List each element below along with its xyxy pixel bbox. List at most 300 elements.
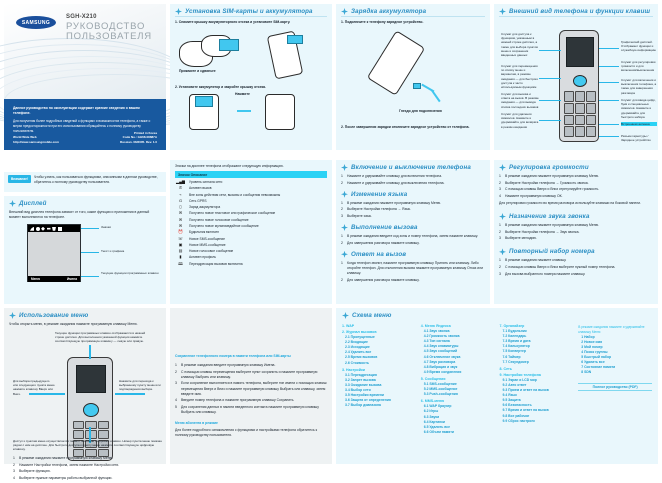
menu-item[interactable]: 9.2 Авто ответ <box>502 382 527 387</box>
message-icon <box>41 227 45 231</box>
menu-item[interactable]: 4.6 Отключение звука <box>423 354 461 359</box>
active-call-icon: ✆ <box>178 185 183 191</box>
menu-item[interactable]: 9.1 Экран и LCD мир <box>502 377 537 382</box>
key <box>73 421 84 429</box>
pointer-line <box>599 82 619 83</box>
call-forward-icon: 🕮 <box>178 260 183 266</box>
menu-group[interactable]: 5. Сообщения <box>420 376 446 381</box>
menu-group[interactable]: 7. Органайзер <box>499 324 525 328</box>
gprs-icon: G <box>178 197 183 203</box>
step-item: 1 В режиме ожидания нажмите клавишу. <box>499 258 567 263</box>
menu-group[interactable]: 6. MMS-меню <box>420 399 445 404</box>
advanced-operations-panel <box>494 160 658 304</box>
step-item: 1 В режиме ожидания введите программную клавишу Имена. <box>175 363 276 368</box>
key <box>564 115 574 126</box>
menu-item[interactable]: 6.2 Игры <box>423 409 439 414</box>
diamond-bullet-icon <box>9 200 16 207</box>
icon-row: 🕮 Переадресация вызовов включена <box>175 262 327 267</box>
diamond-bullet-icon <box>9 312 16 319</box>
icon-row: ☏ Новое SMS-сообщение <box>175 237 327 242</box>
step-item: 3 С помощью клавиш Вверх и Вниз отрегулируйте громкость. <box>499 187 600 192</box>
menu-usage-panel <box>4 308 166 480</box>
charging-illustration <box>341 25 485 125</box>
navigation-key <box>573 75 587 87</box>
sim-install-panel <box>170 4 332 150</box>
power-heading <box>341 164 485 171</box>
keypad-diagram <box>9 327 162 480</box>
callout-antenna: Встроенная антенна <box>621 122 657 126</box>
menu-item[interactable]: 7.4 Калькулятор <box>502 344 530 349</box>
diamond-bullet-icon <box>341 8 348 15</box>
callout-keypad: Служит для ввода цифр, букв и специальных символов. Нажмите и удерживайте для быстрого набора <box>621 98 656 119</box>
key <box>98 421 109 429</box>
menu-map-footer: Полное руководство (PDF) <box>578 383 652 391</box>
step-item: 3 Выберите функцию. <box>13 469 51 474</box>
callout-softkeys: Текущие функции программных клавиш <box>101 271 159 276</box>
call-heading <box>341 224 485 231</box>
menu-item[interactable]: 3.6 Защита от определения <box>345 398 391 403</box>
menu-item[interactable]: 7 Состояние памяти <box>581 365 616 370</box>
step-item: 3 Если сохранение выполняется в память телефона, выберите тип имени с помощью клавиш перемещения Вверх и Вниз и нажмите программную клавишу Выбрать или клавишу, затем введите имя. <box>175 381 327 396</box>
diamond-bullet-icon <box>341 164 348 171</box>
language-heading <box>341 191 485 198</box>
icon-row: ⏰ Будильник включен <box>175 230 327 235</box>
icons-table <box>175 180 327 266</box>
language-steps <box>341 201 485 219</box>
charge-step-1: 1. Подключите к телефону зарядное устройство. <box>341 20 424 24</box>
menu-column-note: В режиме ожидания нажмите и удерживайте клавишу Меню <box>578 325 645 334</box>
battery-icon <box>58 227 62 231</box>
answer-title: Ответ на вызов <box>351 250 407 258</box>
phone-screen <box>76 365 106 393</box>
pointer-line <box>599 100 619 101</box>
step-item: 4 Выберите нужные параметры работы выбранной функции. <box>13 475 113 480</box>
code-number: Code No.: GH68-08887A <box>122 135 157 139</box>
icon-row: ✉ Получено новое мультимедийное сообщение <box>175 224 327 229</box>
menu-item[interactable]: 3.7 Выбор диапазона <box>345 403 381 408</box>
phone-illustration <box>265 94 295 130</box>
menu-item[interactable]: 2.1 Пропущенные <box>345 335 375 339</box>
lcd-content-area <box>28 232 80 276</box>
step-item: 3 Выберите язык. <box>341 213 372 218</box>
diamond-bullet-icon <box>175 8 182 15</box>
step-item: 2 Выберите Настройки телефона → Громкость звонка. <box>499 180 589 185</box>
menu-item[interactable]: 9.6 Безопасность <box>502 403 532 408</box>
redial-steps <box>499 258 653 276</box>
menu-item[interactable]: 6 Удалить все <box>581 360 605 365</box>
menu-column-3 <box>500 322 574 435</box>
pointer-line <box>89 345 91 359</box>
key <box>98 430 109 438</box>
keypad-bottom-note: Доступ к пунктам меню осуществляется также с помощью цифровых клавиш. Номер пункта меню показан рядом с ним на дисплее. Для быстрого доступа к пункту меню нажмите соответствующую цифровую клавишу. <box>13 439 162 452</box>
menu-item[interactable]: 2 Новое имя <box>581 339 603 344</box>
diamond-bullet-icon <box>341 191 348 198</box>
brand-label: SAMSUNG <box>21 19 51 26</box>
menu-item[interactable]: 6.5 Удалить все <box>423 424 451 429</box>
language-title: Изменение языка <box>351 190 408 198</box>
sms-icon: ☏ <box>177 235 183 241</box>
contacts-panel <box>170 308 332 464</box>
icon-row: ✉ Получено новое текстовое или графическое сообщение <box>175 211 327 216</box>
step-item: 1 Нажмите и удерживайте клавишу для включения телефона. <box>341 174 443 178</box>
display-panel <box>4 196 166 304</box>
redial-heading <box>499 248 653 255</box>
lcd-illustration <box>9 224 161 286</box>
icon-row: ▤ Новое голосовое сообщение <box>175 249 327 254</box>
menu-item[interactable]: 9.4 Язык <box>502 393 517 398</box>
cable-line <box>431 90 440 102</box>
menu-map-title: Схема меню <box>352 312 392 319</box>
menu-item[interactable]: 5.1 SMS-сообщение <box>423 381 457 386</box>
signal-strength-icon: ▂▄▆ <box>176 179 185 185</box>
display-heading <box>9 200 161 207</box>
contacts-footer-title: Меню абонента в режиме <box>175 421 218 426</box>
step-item: 4 Нажмите программную клавишу ОК. <box>499 193 563 198</box>
icon-row: G Сеть GPRS <box>175 199 327 204</box>
key <box>73 430 84 438</box>
key <box>575 91 585 102</box>
menu-item[interactable]: 4.9 Время соединения <box>423 369 462 374</box>
model-number: SGH-X210 <box>66 14 97 20</box>
menu-column-2 <box>421 322 495 435</box>
phone-overview-heading <box>499 8 653 17</box>
sim-step-1: 1. Снимите крышку аккумуляторного отсека и установите SIM-карту. <box>175 20 291 24</box>
menu-item[interactable]: 4 Поиск группы <box>581 349 608 354</box>
key <box>586 115 596 126</box>
status-icons-panel <box>170 160 332 304</box>
menu-item[interactable]: 3.3 Ожидание вызова <box>345 382 382 387</box>
cover-notice-lead: Данное руководство по эксплуатации содержит краткие сведения о вашем телефоне. <box>13 106 140 116</box>
network-icon <box>36 227 40 231</box>
step-item: 2 Нажмите и удерживайте клавишу для выключения телефона. <box>341 180 445 185</box>
signal-icon <box>30 227 34 231</box>
volume-steps <box>499 174 653 199</box>
step-item: 1 В режиме ожидания нажмите программную клавишу Меню. <box>499 174 600 178</box>
menu-group[interactable]: 1. WAP <box>342 324 355 328</box>
menu-item[interactable]: 5.3 Push-сообщения <box>423 392 458 397</box>
navigation-key <box>83 403 99 417</box>
menu-item[interactable]: 6.1 WAP браузер <box>423 404 452 409</box>
redial-title: Повторный набор номера <box>509 248 595 256</box>
step-item: 1 В режиме ожидания нажмите программную клавишу Меню. <box>499 223 600 228</box>
step-item: 5 Для сохранения данных в памяти введенного контакта нажмите программную клавишу Выбрать или клавишу. <box>175 404 319 414</box>
menu-item[interactable]: 4.3 Тип сигнала <box>423 339 450 344</box>
pointer-line <box>539 120 561 121</box>
sim-illustration-1 <box>175 25 327 83</box>
menu-usage-steps <box>13 456 163 482</box>
phone-lcd <box>27 224 81 282</box>
cover-notice-block <box>4 99 166 150</box>
cover-title-line1: РУКОВОДСТВО <box>66 21 146 32</box>
phone-keys-diagram <box>499 20 657 148</box>
menu-item[interactable]: 5.2 MMS-сообщение <box>423 387 458 392</box>
step-item: 2 Для завершения разговора нажмите клавишу. <box>341 277 420 282</box>
step-item: 2 Для завершения разговора нажмите клавишу. <box>341 240 420 245</box>
power-title: Включение и выключение телефона <box>351 164 471 171</box>
power-steps <box>341 174 485 186</box>
battery-pack <box>195 96 213 107</box>
icon-row: ▣ Новое MMS-сообщение <box>175 243 327 248</box>
menu-column-1 <box>342 322 416 435</box>
pointer-line <box>115 393 145 395</box>
profile-icon <box>52 227 56 231</box>
numeric-keypad <box>564 91 596 137</box>
menu-item[interactable]: 2.4 Удалить все <box>345 350 372 355</box>
leader-line <box>81 276 99 277</box>
cover-artwork <box>4 4 166 99</box>
menu-item[interactable]: 2.3 Исходящие <box>345 345 370 350</box>
cover-title-line2: ПОЛЬЗОВАТЕЛЯ <box>66 31 152 43</box>
diamond-bullet-icon <box>499 8 506 15</box>
keypad-top-note: Текущие функции программных клавиш отображаются в нижней строке дисплея. Для выполнения указанной функции нажмите соответствующую программную клавишу — левую или правую. <box>55 331 146 344</box>
note-tag: Внимание! <box>8 175 31 183</box>
volume-heading <box>499 164 653 171</box>
insert-arrow-icon <box>225 45 237 47</box>
menu-item[interactable]: 2.5 Время вызовов <box>345 355 378 360</box>
callout-power-key: Служит для включения и выключения телефона, а также для завершения разговора <box>621 78 657 95</box>
menu-item[interactable]: 4.8 Вибрация и звук <box>423 364 458 369</box>
diamond-bullet-icon <box>499 248 506 255</box>
key <box>586 126 596 137</box>
new-mms-icon: ✉ <box>178 222 183 228</box>
charging-heading <box>341 8 485 17</box>
samsung-logo <box>16 16 56 29</box>
callout-navigation: Служат для перемещения по списку меню и вариантам, в режиме ожидания — для быстрого доступа к часто используемым функциям <box>501 64 539 89</box>
pointer-line <box>539 100 561 101</box>
menu-item[interactable]: 5 Быстрый набор <box>581 355 612 360</box>
diamond-bullet-icon <box>342 312 349 319</box>
callout-volume-keys: Служат для регулировки громкости и для включения/выключения <box>621 60 656 73</box>
callout-send-key: Служит для вызова и ответа на вызов. В режиме ожидания — для вывода списка последних вызовов <box>501 92 539 109</box>
key <box>575 126 585 137</box>
direction-arrow-icon <box>237 110 251 112</box>
cover-panel <box>4 4 166 150</box>
sim-step-2: 2. Установите аккумулятор и закройте крышку отсека. <box>175 85 267 90</box>
menu-usage-heading <box>9 312 161 319</box>
step-item: 2 С помощью клавиш перемещения выберите пункт сохранить и нажмите программную клавишу Выбрать или клавишу. <box>175 369 318 379</box>
key <box>564 103 574 114</box>
diamond-bullet-icon <box>499 164 506 171</box>
cover-notice-body: Для получения более подробных сведений о функциях и возможностях телефона, а также о мерах предосторожности при его использовании обращайтесь к полному руководству пользователя. <box>13 119 151 134</box>
menu-item[interactable]: 7.3 Время и дата <box>502 339 531 344</box>
pointer-line <box>599 48 619 49</box>
alarm-icon <box>47 227 51 231</box>
no-service-icon: ⌁ <box>179 191 182 197</box>
icons-table-header: Значок Описание <box>175 171 327 178</box>
revision: Russian. 08/2005. Rev. 1.0 <box>120 139 157 144</box>
menu-item[interactable]: 8 SDN <box>581 370 592 375</box>
voicemail-icon: ▤ <box>178 248 183 254</box>
menu-item[interactable]: 3.4 Выбор сети <box>345 387 371 392</box>
menu-item[interactable]: 9.9 Сброс настроек <box>502 418 535 423</box>
menu-item[interactable]: 6.3 Звуки <box>423 414 440 419</box>
sim-heading <box>175 8 327 17</box>
menu-item[interactable]: 1 Набор <box>581 334 595 339</box>
battery-level-icon: ▯ <box>179 204 182 210</box>
menu-group[interactable]: 9. Настройки телефона <box>499 372 541 377</box>
icon-row: ▮ Активен профиль <box>175 255 327 260</box>
menu-item[interactable]: 3.1 Переадресация <box>345 372 377 377</box>
key <box>564 126 574 137</box>
diamond-bullet-icon <box>341 251 348 258</box>
menu-item[interactable]: 2.6 Стоимость <box>345 360 369 365</box>
callout-clear-key: Служит для удаления символов. Нажмите и удерживайте для возврата в режим ожидания <box>501 112 539 129</box>
pointer-line <box>599 66 619 67</box>
sim-illustration-2 <box>175 90 327 134</box>
answer-heading <box>341 251 485 258</box>
pointer-line <box>599 124 619 125</box>
menu-item[interactable]: 9.8 Все рабочие <box>502 413 530 418</box>
charging-panel <box>336 4 490 150</box>
display-intro: Внешний вид дисплея телефона зависит от того, какие функции и приложения в данный момент выполняются на телефоне. <box>9 210 150 220</box>
charger-connector <box>413 83 421 89</box>
icons-intro: Значки на дисплее телефона отображают следующую информацию. <box>175 164 284 168</box>
icon-row: ✉ Получено новое голосовое сообщение <box>175 218 327 223</box>
step-item: 3 Для вызова выбранного номера нажмите клавишу. <box>499 271 586 276</box>
sim-title: Установка SIM-карты и аккумулятора <box>185 8 313 15</box>
call-steps <box>341 234 485 246</box>
menu-item[interactable]: 3.5 Настройки времени <box>345 393 385 398</box>
volume-footer: Для регулировки громкости во время разговора используйте клавиши на боковой панели. <box>499 200 641 205</box>
menu-group[interactable]: 8. Сеть <box>499 366 513 371</box>
key <box>85 421 96 429</box>
phone-overview-panel <box>494 4 658 150</box>
menu-map-panel <box>336 308 658 464</box>
phone-screen <box>566 37 594 67</box>
step-item: 1 В режиме ожидания нажмите программную клавишу Меню. <box>341 200 442 205</box>
phone-outline <box>559 30 599 142</box>
step-item: 1 В режиме ожидания введите код зоны и номер телефона, затем нажмите клавишу. <box>341 234 479 239</box>
diamond-bullet-icon <box>499 213 506 220</box>
cover-footer-right <box>120 131 157 145</box>
callout-text-graphics: Текст и графика <box>101 249 125 254</box>
profile-active-icon: ▮ <box>179 254 182 260</box>
menu-item[interactable]: 7.5 Конвертер <box>502 349 526 354</box>
key <box>586 103 596 114</box>
callout-icons: Значки <box>101 225 111 230</box>
menu-item[interactable]: 9.5 Защита <box>502 398 521 403</box>
menu-item[interactable]: 4.7 Звук разговора <box>423 359 456 364</box>
menu-group[interactable]: 2. Журнал вызовов <box>342 330 377 334</box>
note-box <box>4 172 166 192</box>
basic-operations-panel <box>336 160 490 304</box>
step-item: 2 Выберите Настройки телефона → Звук звонка. <box>499 229 580 234</box>
step-item: 2 С помощью клавиш Вверх и Вниз выберите нужный номер телефона. <box>499 264 616 269</box>
menu-group[interactable]: 3. Настройки <box>342 367 365 372</box>
step-item: 1 В режиме ожидания нажмите программную клавишу Меню. <box>13 456 114 461</box>
menu-column-4 <box>578 322 652 435</box>
callout-right-select: Нажмите для перехода к выбранному пункту меню или подтверждения выбора. <box>119 379 161 392</box>
menu-usage-title: Использование меню <box>19 312 89 319</box>
ringtone-steps <box>499 223 653 241</box>
phone-overview-title: Внешний вид телефона и функции клавиш <box>509 8 651 15</box>
pointer-line <box>599 136 619 137</box>
answer-steps <box>341 261 485 283</box>
step-item: 2 Нажмите Настройки телефона, затем нажмите Настройки сети. <box>13 462 120 467</box>
sim-slot-highlight <box>287 35 303 44</box>
new-text-message-icon: ✉ <box>178 210 183 216</box>
key <box>85 430 96 438</box>
menu-group[interactable]: 4. Меню Яндекса <box>420 324 451 328</box>
web-url: http://www.samsungmobile.com <box>13 139 59 144</box>
menu-item[interactable]: 4.1 Звук звонка <box>423 329 450 333</box>
web-label: World Wide Web <box>13 135 37 139</box>
menu-item[interactable]: 7.7 Секундомер <box>502 359 529 364</box>
charging-title: Зарядка аккумулятора <box>351 8 427 15</box>
cover-footer-left <box>13 135 59 144</box>
contacts-steps <box>175 363 327 415</box>
sim-caption-1: Прижмите и сдвиньте <box>179 69 216 74</box>
mms-icon: ▣ <box>178 241 183 247</box>
icon-row: ▯ Заряд аккумулятора <box>175 205 327 210</box>
callout-display: Графический дисплей. Отображает функции и служебную информацию <box>621 40 656 53</box>
menu-item[interactable]: 7.6 Таймер <box>502 354 521 359</box>
menu-item[interactable]: 3.2 Запрет вызова <box>345 377 376 382</box>
leader-line <box>81 252 99 253</box>
call-title: Выполнение вызова <box>351 224 418 232</box>
charge-caption-1: Гнездо для подключения <box>399 109 442 114</box>
step-item: 2 Выберите Настройки телефона → Язык. <box>341 207 411 212</box>
new-voice-message-icon: ✉ <box>178 216 183 222</box>
key <box>575 115 585 126</box>
menu-map-columns <box>342 322 652 435</box>
printed-in: Printed in Korea <box>133 130 157 135</box>
ringtone-heading <box>499 213 653 220</box>
softkey-right-label: Имена <box>66 277 77 282</box>
menu-map-heading <box>342 312 652 319</box>
step-item: 1 Когда телефон звонит, нажмите программную клавишу Принять или клавишу. Либо откройте телефон. Для отклонения вызова нажмите программную клавишу Отказ или клавишу. <box>341 260 484 275</box>
contacts-title: Сохранение телефонного номера в памяти телефона или SIM-карты <box>175 354 291 358</box>
menu-item[interactable]: 7.1 Будильник <box>502 329 527 333</box>
pointer-line <box>539 78 561 79</box>
display-title: Дисплей <box>19 200 47 207</box>
charge-step-2: 2. После завершения зарядки отключите зарядное устройство от телефона. <box>341 125 470 130</box>
menu-item[interactable]: 6.6 Объем памяти <box>423 429 455 434</box>
icon-row: ⌁ Вне зоны действия сети, вызовы и сообщения невозможны <box>175 193 327 198</box>
menu-item[interactable]: 4.4 Звук клавиатуры <box>423 344 459 349</box>
cover-title <box>66 22 152 43</box>
menu-item[interactable]: 3 Мой номер <box>581 344 603 349</box>
key <box>586 91 596 102</box>
note-text: Чтобы узнать, как пользоваться функциями, описанными в данном руководстве, обратитесь к полному руководству пользователя. <box>34 175 158 184</box>
key <box>575 103 585 114</box>
step-item: 3 Выберите мелодию. <box>499 236 537 241</box>
step-item: 4 Введите номер телефона и нажмите программную клавишу Сохранить. <box>175 398 295 403</box>
menu-item[interactable]: 2.2 Входящие <box>345 340 368 345</box>
menu-usage-intro: Чтобы открыть меню, в режиме ожидания нажмите программную клавишу Меню. <box>9 322 138 326</box>
icon-row: ▂▄▆ Уровень сигнала сети <box>176 179 223 185</box>
menu-item[interactable]: 7.2 Календарь <box>502 334 527 339</box>
alarm-set-icon: ⏰ <box>178 229 183 235</box>
menu-item[interactable]: 4.2 Громкость звонка <box>423 334 460 339</box>
menu-item[interactable]: 4.5 Звук сообщений <box>423 349 458 354</box>
volume-title: Регулировка громкости <box>509 164 589 171</box>
sim-caption-2: Нажмите <box>235 92 250 97</box>
contacts-footer-text: Для более подробного ознакомления с функциями и настройками телефона обратитесь к полному руководству пользователя. <box>175 428 318 438</box>
lcd-status-bar <box>28 225 80 232</box>
menu-item[interactable]: 6.4 Картинки <box>423 419 446 424</box>
ringtone-title: Назначение звука звонка <box>509 213 590 221</box>
menu-item[interactable]: 9.3 Прием и ответ на вызов <box>502 387 549 392</box>
icon-row: ✆ Активен вызов <box>175 186 327 191</box>
diamond-bullet-icon <box>341 224 348 231</box>
callout-headset-jack: Разъем гарнитуры / Зарядное устройство <box>621 134 651 143</box>
pointer-line <box>539 50 561 51</box>
menu-item[interactable]: 9.7 Время и ответ на вызов <box>502 408 549 413</box>
callout-left-navigation: Для выбора предыдущего или следующего пункта меню нажмите клавишу Вверх или Вниз. <box>13 379 55 396</box>
softkey-left-label: Меню <box>31 277 41 282</box>
callout-softkeys: Служат для доступа к функциям, указанным в нижней строке дисплея, а также для выбора пунктов меню и сохранения введенных данных <box>501 32 538 57</box>
